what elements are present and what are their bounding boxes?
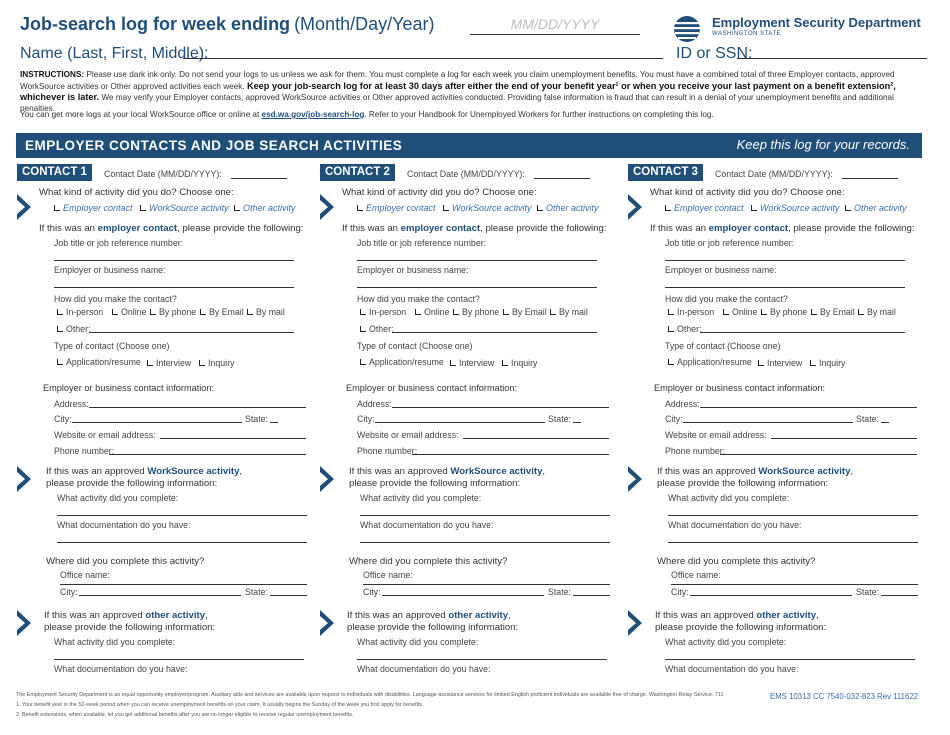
how-by-phone-label: By phone — [159, 307, 197, 317]
how-in-person[interactable] — [360, 307, 406, 317]
how-other-field[interactable] — [89, 332, 294, 333]
ws-state-label: State: — [856, 587, 879, 597]
type-inquiry-label: Inquiry — [511, 358, 538, 368]
checkbox-icon[interactable] — [112, 309, 118, 315]
log-link[interactable]: esd.wa.gov/job-search-log — [261, 110, 365, 119]
type-application-label: Application/resume — [369, 357, 444, 367]
how-by-phone[interactable] — [761, 307, 807, 317]
checkbox-icon[interactable] — [360, 326, 366, 332]
ws-city-label: City: — [363, 587, 381, 597]
checkbox-icon[interactable] — [443, 205, 449, 211]
how-by-phone-label: By phone — [770, 307, 808, 317]
checkbox-icon[interactable] — [234, 205, 240, 211]
worksource-heading — [657, 466, 853, 477]
logo-sub: WASHINGTON STATE — [712, 31, 782, 37]
page-title — [20, 14, 434, 35]
oth-activity-label: What activity did you complete: — [54, 637, 176, 647]
office-name-label: Office name: — [671, 570, 721, 580]
type-interview-label: Interview — [767, 358, 803, 368]
checkbox-icon[interactable] — [845, 205, 851, 211]
ws-post: , — [542, 466, 546, 477]
how-in-person-label: In-person — [66, 307, 104, 317]
type-application-label: Application/resume — [66, 357, 141, 367]
type-inquiry-label: Inquiry — [208, 358, 235, 368]
ws-city-field[interactable] — [382, 595, 544, 596]
opt-employer-contact-label: Employer contact — [63, 203, 133, 213]
checkbox-icon[interactable] — [811, 309, 817, 315]
type-application[interactable] — [668, 357, 752, 367]
phone-label: Phone number: — [357, 446, 418, 456]
ws-kw: WorkSource activity — [758, 466, 851, 477]
opt-other-activity[interactable] — [845, 203, 907, 213]
checkbox-icon[interactable] — [453, 309, 459, 315]
activity-kind-question: What kind of activity did you do? Choose one: — [39, 187, 234, 198]
how-by-phone-label: By phone — [462, 307, 500, 317]
how-by-mail-label: By mail — [867, 307, 896, 317]
oth-activity-label: What activity did you complete: — [357, 637, 479, 647]
type-inquiry-label: Inquiry — [819, 358, 846, 368]
type-inquiry[interactable] — [502, 358, 537, 368]
checkbox-icon[interactable] — [57, 309, 63, 315]
employer-kw: employer contact — [400, 223, 481, 234]
arrow-icon — [17, 194, 31, 220]
oth-activity-field[interactable] — [54, 659, 304, 660]
city-field[interactable] — [375, 422, 545, 423]
instructions-p2: We may verify your Employer contacts, approved WorkSource activities or Other approved activities conducted. Providing false information is fraud that can result in a denial of your unemployment benefits and additional penalties. — [20, 93, 894, 113]
how-by-email[interactable] — [200, 307, 244, 317]
phone-label: Phone number: — [54, 446, 115, 456]
phone-field[interactable] — [109, 454, 306, 455]
type-application-label: Application/resume — [677, 357, 752, 367]
oth-kw: other activity — [756, 610, 817, 621]
office-name-label: Office name: — [363, 570, 413, 580]
id-field[interactable] — [737, 58, 927, 59]
how-other-field[interactable] — [700, 332, 905, 333]
ws-city-field[interactable] — [79, 595, 241, 596]
state-field[interactable] — [573, 422, 581, 423]
checkbox-icon[interactable] — [150, 309, 156, 315]
employer-pre: If this was an — [650, 223, 706, 234]
footer-eo: The Employment Security Department is an equal opportunity employer/program. Auxiliary aids and services are available upon request to individuals with disabilities. Language assistance services for limited English proficient individuals are available free of charge. Washington Relay Service: 711 — [16, 692, 724, 698]
how-online-label: Online — [424, 307, 450, 317]
opt-worksource-activity-label: WorkSource activity — [149, 203, 229, 213]
job-title-field[interactable] — [357, 260, 597, 261]
checkbox-icon[interactable] — [247, 309, 253, 315]
checkbox-icon[interactable] — [668, 359, 674, 365]
job-title-label: Job title or job reference number: — [54, 238, 184, 248]
oth-activity-field[interactable] — [357, 659, 607, 660]
how-contact-label: How did you make the contact? — [54, 294, 177, 304]
employer-name-label: Employer or business name: — [665, 265, 777, 275]
type-inquiry[interactable] — [199, 358, 234, 368]
arrow-icon — [628, 194, 642, 220]
checkbox-icon[interactable] — [761, 309, 767, 315]
checkbox-icon[interactable] — [54, 205, 60, 211]
worksource-heading — [46, 466, 242, 477]
instructions-bold: Keep your job-search log for at least 30 days after either the end of your benefit year¹ or when you receive your last payment on a benefit extension², whichever is later. — [20, 80, 896, 102]
how-online[interactable] — [415, 307, 449, 317]
where-heading: Where did you complete this activity? — [349, 556, 508, 567]
employer-contact-heading — [342, 223, 607, 234]
ws-activity-field[interactable] — [360, 515, 610, 516]
week-ending-date-field[interactable]: MM/DD/YYYY — [470, 16, 640, 35]
opt-worksource-activity-label: WorkSource activity — [760, 203, 840, 213]
employer-pre: If this was an — [39, 223, 95, 234]
arrow-icon — [17, 610, 31, 636]
type-contact-label: Type of contact (Choose one) — [665, 341, 781, 351]
contact-info-heading: Employer or business contact information: — [654, 383, 826, 393]
address-field[interactable] — [700, 407, 917, 408]
oth-activity-field[interactable] — [665, 659, 915, 660]
phone-field[interactable] — [412, 454, 609, 455]
how-online-label: Online — [121, 307, 147, 317]
website-label: Website or email address: — [54, 430, 156, 440]
checkbox-icon[interactable] — [810, 360, 816, 366]
opt-other-activity-label: Other activity — [243, 203, 296, 213]
oth-pre: If this was an approved — [44, 610, 143, 621]
employer-pre: If this was an — [342, 223, 398, 234]
arrow-icon — [320, 466, 334, 492]
contact-header: CONTACT 1 — [17, 164, 92, 181]
how-in-person-label: In-person — [677, 307, 715, 317]
employer-post: , please provide the following: — [788, 223, 915, 234]
employer-contact-heading — [39, 223, 304, 234]
contact-date-field[interactable] — [231, 178, 287, 179]
other-activity-heading — [347, 610, 511, 621]
ws-activity-label: What activity did you complete: — [360, 493, 482, 503]
instructions — [20, 70, 920, 114]
ws-pre: If this was an approved — [349, 466, 448, 477]
ws-city-label: City: — [671, 587, 689, 597]
ws-state-field[interactable] — [270, 595, 307, 596]
job-title-field[interactable] — [54, 260, 294, 261]
opt-worksource-activity[interactable] — [443, 203, 532, 213]
oth-pre: If this was an approved — [347, 610, 446, 621]
how-other[interactable] — [668, 324, 701, 334]
state-label: State: — [548, 414, 571, 424]
checkbox-icon[interactable] — [758, 360, 764, 366]
how-other-label: Other: — [369, 324, 394, 334]
how-by-mail-label: By mail — [256, 307, 285, 317]
how-in-person-label: In-person — [369, 307, 407, 317]
oth-post: , — [816, 610, 819, 621]
how-in-person[interactable] — [668, 307, 714, 317]
ws-post: , — [850, 466, 854, 477]
ws-kw: WorkSource activity — [450, 466, 543, 477]
checkbox-icon[interactable] — [147, 360, 153, 366]
worksource-heading — [349, 466, 545, 477]
ws-city-field[interactable] — [690, 595, 852, 596]
how-by-email-label: By Email — [209, 307, 244, 317]
type-interview[interactable] — [147, 358, 191, 368]
state-field[interactable] — [270, 422, 278, 423]
ws-state-field[interactable] — [881, 595, 918, 596]
checkbox-icon[interactable] — [199, 360, 205, 366]
how-online-label: Online — [732, 307, 758, 317]
type-inquiry[interactable] — [810, 358, 845, 368]
state-field[interactable] — [881, 422, 889, 423]
ws-post: , — [239, 466, 243, 477]
phone-field[interactable] — [720, 454, 917, 455]
type-interview[interactable] — [450, 358, 494, 368]
opt-worksource-activity-label: WorkSource activity — [452, 203, 532, 213]
opt-employer-contact[interactable] — [54, 203, 133, 213]
ws-state-field[interactable] — [573, 595, 610, 596]
contact-date-field[interactable] — [842, 178, 898, 179]
opt-worksource-activity[interactable] — [751, 203, 840, 213]
employer-name-field[interactable] — [54, 287, 294, 288]
website-field[interactable] — [463, 438, 609, 439]
contact-header: CONTACT 3 — [628, 164, 703, 181]
checkbox-icon[interactable] — [502, 360, 508, 366]
website-label: Website or email address: — [665, 430, 767, 440]
address-label: Address: — [665, 399, 700, 409]
city-field[interactable] — [683, 422, 853, 423]
employer-post: , please provide the following: — [177, 223, 304, 234]
state-label: State: — [245, 414, 268, 424]
other-activity-please: please provide the following information: — [44, 622, 216, 633]
office-name-field[interactable] — [363, 584, 610, 585]
type-contact-label: Type of contact (Choose one) — [357, 341, 473, 351]
checkbox-icon[interactable] — [503, 309, 509, 315]
banner-title: EMPLOYER CONTACTS AND JOB SEARCH ACTIVITIES — [25, 138, 403, 153]
opt-employer-contact[interactable] — [357, 203, 436, 213]
how-contact-label: How did you make the contact? — [665, 294, 788, 304]
employer-post: , please provide the following: — [480, 223, 607, 234]
worksource-please: please provide the following information: — [46, 478, 218, 489]
phone-label: Phone number: — [665, 446, 726, 456]
instructions-p1: Please use dark ink only. Do not send your logs to us unless we ask for them. You must complete a log for each week you claim unemployment benefits. You must have a combined total of three Employer contacts, approved WorkSource activities or Other approved activities each week. — [20, 70, 895, 91]
arrow-icon — [628, 610, 642, 636]
arrow-icon — [320, 194, 334, 220]
city-label: City: — [54, 414, 72, 424]
state-label: State: — [856, 414, 879, 424]
city-label: City: — [357, 414, 375, 424]
job-title-label: Job title or job reference number: — [357, 238, 487, 248]
contact-column-3 — [628, 164, 928, 684]
other-activity-heading — [44, 610, 208, 621]
city-label: City: — [665, 414, 683, 424]
opt-employer-contact-label: Employer contact — [674, 203, 744, 213]
checkbox-icon[interactable] — [57, 326, 63, 332]
how-by-email[interactable] — [811, 307, 855, 317]
employer-name-label: Employer or business name: — [54, 265, 166, 275]
office-name-field[interactable] — [671, 584, 918, 585]
employer-contact-heading — [650, 223, 915, 234]
website-field[interactable] — [160, 438, 306, 439]
checkbox-icon[interactable] — [57, 359, 63, 365]
employer-name-label: Employer or business name: — [357, 265, 469, 275]
opt-other-activity[interactable] — [537, 203, 599, 213]
id-label: ID or SSN: — [676, 45, 753, 62]
oth-kw: other activity — [145, 610, 206, 621]
contact-info-heading: Employer or business contact information: — [346, 383, 518, 393]
footer-note-1: 1. Your benefit year is the 52-week period when you can receive unemployment benefits on your claim. It usually begins the Sunday of the week you first apply for benefits. — [16, 702, 424, 708]
office-name-field[interactable] — [60, 584, 307, 585]
checkbox-icon[interactable] — [415, 309, 421, 315]
oth-kw: other activity — [448, 610, 509, 621]
activity-kind-question: What kind of activity did you do? Choose one: — [650, 187, 845, 198]
contact-info-heading: Employer or business contact information: — [43, 383, 215, 393]
form-number: EMS 10313 CC 7540-032-823 Rev 111622 — [770, 692, 918, 701]
oth-doc-label: What documentation do you have: — [357, 664, 491, 674]
contact-header: CONTACT 2 — [320, 164, 395, 181]
how-by-mail[interactable] — [858, 307, 896, 317]
opt-other-activity[interactable] — [234, 203, 296, 213]
checkbox-icon[interactable] — [357, 205, 363, 211]
opt-employer-contact-label: Employer contact — [366, 203, 436, 213]
employer-kw: employer contact — [708, 223, 789, 234]
ws-activity-label: What activity did you complete: — [57, 493, 179, 503]
checkbox-icon[interactable] — [668, 326, 674, 332]
website-label: Website or email address: — [357, 430, 459, 440]
where-heading: Where did you complete this activity? — [657, 556, 816, 567]
checkbox-icon[interactable] — [751, 205, 757, 211]
how-by-mail[interactable] — [550, 307, 588, 317]
how-by-email-label: By Email — [512, 307, 547, 317]
ws-doc-field[interactable] — [360, 542, 610, 543]
checkbox-icon[interactable] — [550, 309, 556, 315]
contact-column-2 — [320, 164, 620, 684]
how-by-mail-label: By mail — [559, 307, 588, 317]
other-activity-please: please provide the following information: — [655, 622, 827, 633]
checkbox-icon[interactable] — [360, 309, 366, 315]
other-activity-please: please provide the following information: — [347, 622, 519, 633]
ws-doc-label: What documentation do you have: — [668, 520, 802, 530]
address-field[interactable] — [392, 407, 609, 408]
logo-name: Employment Security Department — [712, 15, 921, 30]
how-by-email[interactable] — [503, 307, 547, 317]
office-name-label: Office name: — [60, 570, 110, 580]
checkbox-icon[interactable] — [665, 205, 671, 211]
arrow-icon — [17, 466, 31, 492]
checkbox-icon[interactable] — [140, 205, 146, 211]
checkbox-icon[interactable] — [360, 359, 366, 365]
type-application[interactable] — [57, 357, 141, 367]
instructions-more — [20, 110, 920, 119]
ws-activity-field[interactable] — [668, 515, 918, 516]
ws-doc-field[interactable] — [668, 542, 918, 543]
ws-doc-label: What documentation do you have: — [360, 520, 494, 530]
how-other[interactable] — [57, 324, 90, 334]
footer-note-2: 2. Benefit extensions, when available, let you get additional benefits after you are no longer eligible to receive regular unemployment benefits. — [16, 712, 354, 718]
section-banner — [16, 133, 922, 158]
type-interview-label: Interview — [459, 358, 495, 368]
worksource-please: please provide the following information: — [349, 478, 521, 489]
how-online[interactable] — [723, 307, 757, 317]
activity-kind-question: What kind of activity did you do? Choose one: — [342, 187, 537, 198]
checkbox-icon[interactable] — [537, 205, 543, 211]
ws-activity-label: What activity did you complete: — [668, 493, 790, 503]
checkbox-icon[interactable] — [200, 309, 206, 315]
contact-column-1 — [17, 164, 317, 684]
contact-date-label: Contact Date (MM/DD/YYYY): — [407, 169, 525, 179]
how-online[interactable] — [112, 307, 146, 317]
opt-other-activity-label: Other activity — [854, 203, 907, 213]
type-contact-label: Type of contact (Choose one) — [54, 341, 170, 351]
checkbox-icon[interactable] — [668, 309, 674, 315]
where-heading: Where did you complete this activity? — [46, 556, 205, 567]
oth-activity-label: What activity did you complete: — [665, 637, 787, 647]
ws-kw: WorkSource activity — [147, 466, 240, 477]
oth-post: , — [205, 610, 208, 621]
address-label: Address: — [357, 399, 392, 409]
ws-city-label: City: — [60, 587, 78, 597]
city-field[interactable] — [72, 422, 242, 423]
how-by-email-label: By Email — [820, 307, 855, 317]
opt-employer-contact[interactable] — [665, 203, 744, 213]
banner-keep: Keep this log for your records. — [736, 137, 910, 152]
how-other-field[interactable] — [392, 332, 597, 333]
employer-kw: employer contact — [97, 223, 178, 234]
type-interview-label: Interview — [156, 358, 192, 368]
title-text: Job-search log for week ending — [20, 14, 291, 34]
how-by-phone[interactable] — [150, 307, 196, 317]
address-label: Address: — [54, 399, 89, 409]
address-field[interactable] — [89, 407, 306, 408]
ws-pre: If this was an approved — [46, 466, 145, 477]
employer-name-field[interactable] — [357, 287, 597, 288]
name-label: Name (Last, First, Middle): — [20, 45, 209, 62]
ws-doc-label: What documentation do you have: — [57, 520, 191, 530]
instructions-line2-post: . Refer to your Handbook for Unemployed Workers for further instructions on completing this log. — [364, 110, 714, 119]
title-date-format: (Month/Day/Year) — [294, 14, 435, 34]
instructions-line2-pre: You can get more logs at your local WorkSource office or online at — [20, 110, 260, 119]
type-application[interactable] — [360, 357, 444, 367]
type-interview[interactable] — [758, 358, 802, 368]
how-by-mail[interactable] — [247, 307, 285, 317]
job-title-label: Job title or job reference number: — [665, 238, 795, 248]
how-other-label: Other: — [677, 324, 702, 334]
how-other-label: Other: — [66, 324, 91, 334]
employer-name-field[interactable] — [665, 287, 905, 288]
how-contact-label: How did you make the contact? — [357, 294, 480, 304]
oth-post: , — [508, 610, 511, 621]
arrow-icon — [320, 610, 334, 636]
opt-worksource-activity[interactable] — [140, 203, 229, 213]
oth-doc-label: What documentation do you have: — [54, 664, 188, 674]
checkbox-icon[interactable] — [858, 309, 864, 315]
contact-date-label: Contact Date (MM/DD/YYYY): — [715, 169, 833, 179]
contact-date-label: Contact Date (MM/DD/YYYY): — [104, 169, 222, 179]
ws-pre: If this was an approved — [657, 466, 756, 477]
contact-date-field[interactable] — [534, 178, 590, 179]
worksource-please: please provide the following information: — [657, 478, 829, 489]
ws-activity-field[interactable] — [57, 515, 307, 516]
website-field[interactable] — [771, 438, 917, 439]
oth-pre: If this was an approved — [655, 610, 754, 621]
ws-doc-field[interactable] — [57, 542, 307, 543]
other-activity-heading — [655, 610, 819, 621]
ws-state-label: State: — [245, 587, 268, 597]
oth-doc-label: What documentation do you have: — [665, 664, 799, 674]
job-title-field[interactable] — [665, 260, 905, 261]
how-in-person[interactable] — [57, 307, 103, 317]
checkbox-icon[interactable] — [450, 360, 456, 366]
arrow-icon — [628, 466, 642, 492]
name-field[interactable] — [183, 58, 663, 59]
ws-state-label: State: — [548, 587, 571, 597]
checkbox-icon[interactable] — [723, 309, 729, 315]
opt-other-activity-label: Other activity — [546, 203, 599, 213]
how-by-phone[interactable] — [453, 307, 499, 317]
how-other[interactable] — [360, 324, 393, 334]
instructions-lead: INSTRUCTIONS: — [20, 70, 85, 79]
